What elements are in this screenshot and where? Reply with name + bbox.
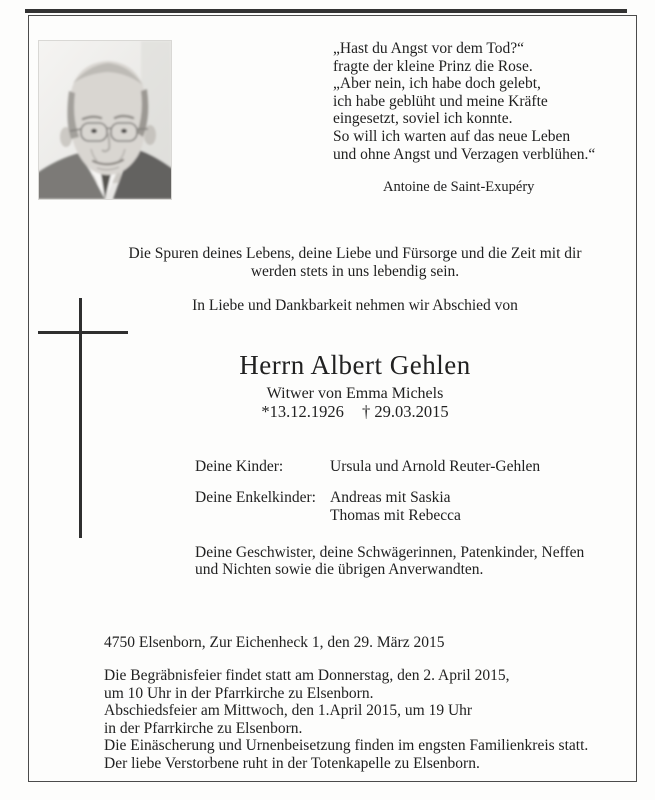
- funeral-line: Die Begräbnisfeier findet statt am Donnerstag, den 2. April 2015,: [104, 667, 510, 684]
- quote-line: „Hast du Angst vor dem Tod?“: [333, 40, 525, 57]
- funeral-line: Die Einäscherung und Urnenbeisetzung finden im engsten Familienkreis statt.: [104, 737, 589, 755]
- children-names: Ursula und Arnold Reuter-Gehlen: [330, 458, 541, 475]
- portrait-photo: [38, 40, 172, 200]
- opening-quote: [333, 40, 595, 163]
- deceased-relation: Witwer von Emma Michels: [266, 385, 444, 402]
- deceased-dates: [85, 402, 625, 422]
- grandchildren-names: Thomas mit Rebecca: [330, 507, 461, 524]
- quote-line: „Aber nein, ich habe doch gelebt,: [333, 75, 541, 93]
- relatives-line: und Nichten sowie die übrigen Anverwandten.: [195, 561, 484, 578]
- birth-date: *13.12.1926: [261, 402, 344, 421]
- quote-line: So will ich warten auf das neue Leben: [333, 127, 571, 145]
- quote-line: ich habe geblüht und meine Kräfte: [333, 92, 548, 110]
- funeral-line: in der Pfarrkirche zu Elsenborn.: [104, 719, 303, 737]
- funeral-line: Der liebe Verstorbene ruht in der Totenkapelle zu Elsenborn.: [104, 754, 480, 772]
- tribute-line-2: werden stets in uns lebendig sein.: [250, 263, 460, 280]
- card-top-edge-line: [25, 9, 627, 13]
- quote-line: fragte der kleine Prinz die Rose.: [333, 57, 533, 75]
- funeral-line: um 10 Uhr in der Pfarrkirche zu Elsenborn.: [104, 684, 374, 702]
- portrait-illustration: [39, 41, 171, 199]
- address-and-date: 4750 Elsenborn, Zur Eichenheck 1, den 29. März 2015: [104, 634, 445, 651]
- children-label: Deine Kinder:: [195, 458, 284, 475]
- memorial-cross-icon: [79, 298, 82, 538]
- grandchildren-names: Andreas mit Saskia: [330, 489, 451, 506]
- quote-line: eingesetzt, soviel ich konnte.: [333, 110, 513, 128]
- farewell-intro: In Liebe und Dankbarkeit nehmen wir Abschied von: [192, 297, 518, 314]
- funeral-information: [104, 667, 588, 773]
- tribute-line-1: Die Spuren deines Lebens, deine Liebe und Fürsorge und die Zeit mit dir: [128, 245, 582, 262]
- memorial-cross-icon: [38, 331, 128, 334]
- funeral-line: Abschiedsfeier am Mittwoch, den 1.April 2015, um 19 Uhr: [104, 702, 473, 720]
- quote-attribution: Antoine de Saint-Exupéry: [383, 179, 535, 195]
- death-date: † 29.03.2015: [362, 402, 449, 421]
- quote-line: und ohne Angst und Verzagen verblühen.“: [333, 145, 596, 163]
- grandchildren-label: Deine Enkelkinder:: [195, 489, 316, 506]
- deceased-name: Herrn Albert Gehlen: [239, 350, 471, 380]
- relatives-line: Deine Geschwister, deine Schwägerinnen, Patenkinder, Neffen: [195, 544, 585, 561]
